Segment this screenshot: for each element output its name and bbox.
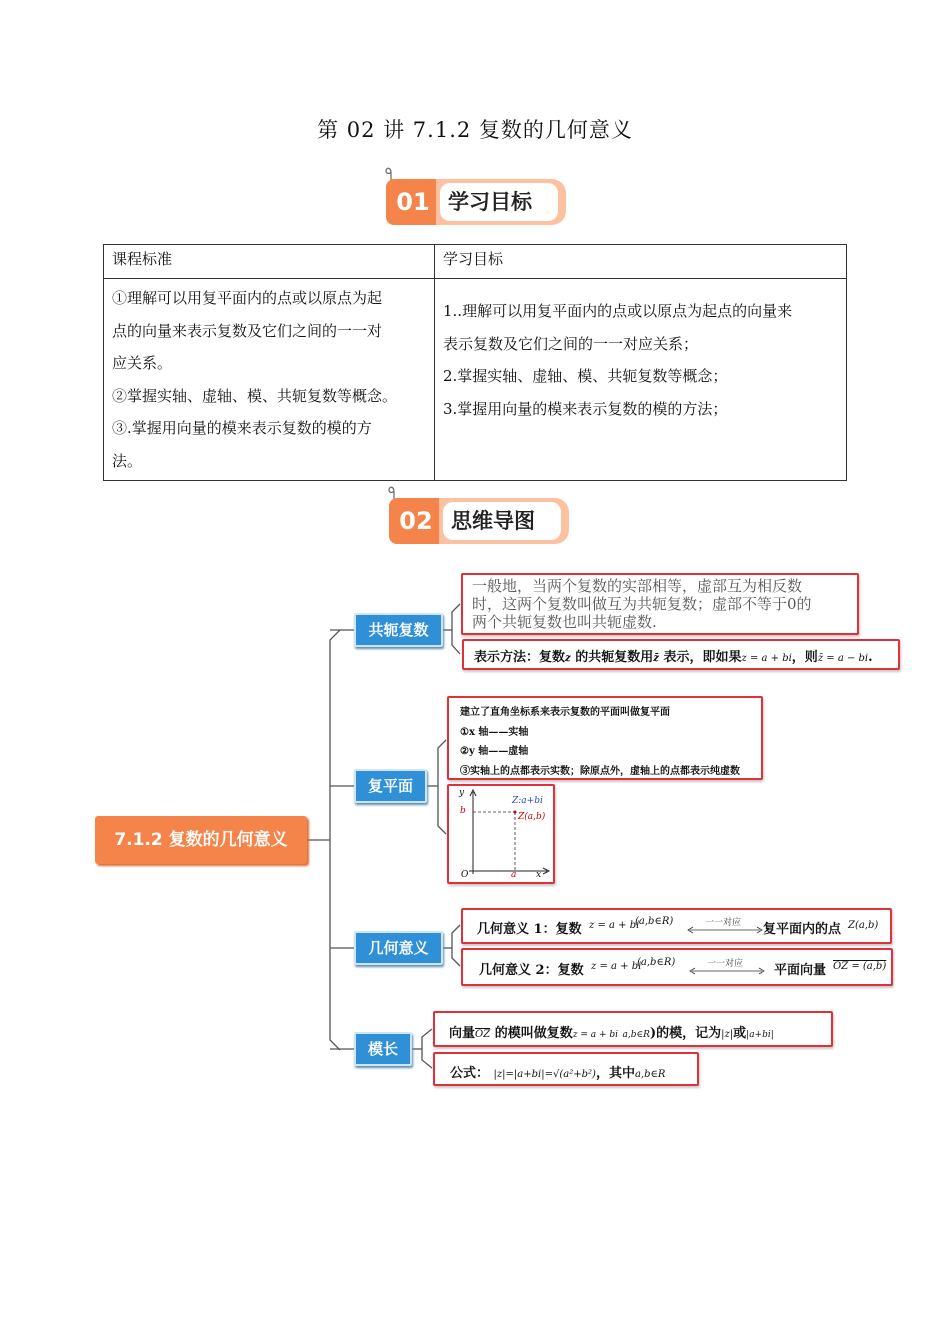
graph-point-coord: Z(a,b) bbox=[518, 812, 546, 822]
complex-plane-graph-box bbox=[447, 784, 555, 884]
meaning1-text: 几何意义 1：复数 bbox=[477, 922, 582, 937]
mindmap-root: 7.1.2 复数的几何意义 bbox=[95, 816, 307, 864]
meaning2-text: 几何意义 2：复数 bbox=[479, 963, 584, 978]
modulus-formula: z = a + bi bbox=[572, 1030, 618, 1040]
meaning2-vector: OZ = (a,b) bbox=[833, 961, 887, 972]
meaning2-text: 平面向量 bbox=[774, 963, 827, 978]
notation-text: 表示，即如果 bbox=[663, 650, 742, 665]
table-head-standard: 课程标准 bbox=[104, 245, 435, 279]
notation-text: ，则 bbox=[791, 650, 818, 665]
plane-line: ③实轴上的点都表示实数；除原点外，虚轴上的点都表示纯虚数 bbox=[460, 766, 740, 777]
standard-line: ①理解可以用复平面内的点或以原点为起 bbox=[112, 289, 383, 307]
meaning1-condition: (a,b∈R) bbox=[635, 916, 674, 927]
conjugate-definition-line: 一般地，当两个复数的实部相等，虚部互为相反数 bbox=[472, 577, 803, 595]
standard-line: ③.掌握用向量的模来表示复数的模的方 bbox=[112, 419, 372, 437]
conjugate-definition-box bbox=[461, 573, 859, 635]
modulus-text: 向量 bbox=[449, 1026, 476, 1041]
notation-text: 表示方法：复数 bbox=[474, 650, 566, 665]
branch-complex-plane: 复平面 bbox=[354, 769, 427, 803]
notation-formula: z̄ bbox=[653, 653, 659, 664]
meaning2-arrow-label: 一一对应 bbox=[707, 959, 744, 969]
formula-condition: a,b∈R bbox=[634, 1069, 666, 1080]
plane-line: ②y 轴——虚轴 bbox=[460, 746, 529, 757]
graph-point-algebraic: Z:a+bi bbox=[512, 796, 543, 806]
table-head-goal: 学习目标 bbox=[435, 245, 847, 279]
notation-formula: z = a + bi bbox=[741, 653, 792, 664]
document-title: 第 02 讲 7.1.2 复数的几何意义 bbox=[317, 118, 633, 142]
meaning1-formula: z = a + bi bbox=[589, 920, 640, 931]
conjugate-notation-box bbox=[462, 639, 900, 670]
modulus-text: 或 bbox=[733, 1026, 747, 1041]
goal-line: 1..理解可以用复平面内的点或以原点为起点的向量来 bbox=[443, 302, 793, 320]
complex-plane-definition-box bbox=[447, 696, 763, 780]
modulus-formula: |a+bi| bbox=[746, 1030, 774, 1040]
modulus-text: )的模，记为 bbox=[649, 1026, 722, 1041]
notation-text: 的共轭复数用 bbox=[575, 650, 654, 665]
graph-y-label: y bbox=[459, 788, 465, 798]
formula-text: ，其中 bbox=[595, 1066, 635, 1081]
standard-line: 应关系。 bbox=[112, 354, 173, 372]
plane-line: ①x 轴——实轴 bbox=[460, 727, 529, 738]
formula-expression: |z|=|a+bi|=√(a²+b²) bbox=[493, 1069, 596, 1080]
goal-line: 2.掌握实轴、虚轴、模、共轭复数等概念； bbox=[443, 367, 728, 385]
modulus-formula: |z| bbox=[721, 1029, 734, 1040]
goal-line: 3.掌握用向量的模来表示复数的模的方法； bbox=[443, 399, 728, 418]
conjugate-definition-line: 两个共轭复数也叫共轭虚数. bbox=[472, 613, 657, 631]
section-label: 学习目标 bbox=[440, 183, 558, 221]
standard-line: 法。 bbox=[112, 451, 143, 470]
modulus-text: 的模叫做复数 bbox=[494, 1026, 573, 1041]
branch-geometric-meaning: 几何意义 bbox=[354, 931, 443, 965]
geometric-meaning-2-box bbox=[461, 948, 893, 986]
graph-origin-label: O bbox=[461, 870, 469, 880]
plane-line: 建立了直角坐标系来表示复数的平面叫做复平面 bbox=[460, 707, 670, 718]
modulus-formula-box bbox=[433, 1052, 699, 1086]
branch-modulus: 模长 bbox=[354, 1032, 412, 1066]
meaning1-text: 复平面内的点 bbox=[763, 922, 842, 937]
notation-text: . bbox=[868, 650, 873, 665]
geometric-meaning-1-box bbox=[461, 908, 892, 944]
graph-x-label: x bbox=[536, 870, 542, 880]
bidirectional-arrow-icon bbox=[687, 926, 763, 934]
section-number: 01 bbox=[386, 179, 440, 225]
conjugate-definition-line: 时，这两个复数叫做互为共轭复数；虚部不等于0的 bbox=[472, 595, 812, 613]
modulus-definition-box bbox=[433, 1011, 833, 1047]
bidirectional-arrow-icon bbox=[689, 967, 765, 975]
meaning2-condition: (a,b∈R) bbox=[637, 957, 676, 968]
meaning1-arrow-label: 一一对应 bbox=[705, 918, 742, 928]
branch-conjugate: 共轭复数 bbox=[354, 613, 443, 647]
standard-line: 点的向量来表示复数及它们之间的一一对 bbox=[112, 321, 383, 340]
modulus-vector: $\overline{OZ}$ bbox=[475, 1029, 491, 1040]
meaning2-formula: z = a + bi bbox=[591, 961, 642, 972]
section-number: 02 bbox=[389, 498, 443, 544]
meaning1-point: Z(a,b) bbox=[848, 920, 879, 931]
graph-a-label: a bbox=[511, 870, 517, 880]
notation-formula: z̄ = a − bi bbox=[817, 653, 869, 664]
standard-line: ②掌握实轴、虚轴、模、共轭复数等概念。 bbox=[112, 386, 398, 405]
modulus-condition: a,b∈R bbox=[622, 1030, 650, 1040]
notation-formula: z bbox=[565, 653, 571, 664]
goal-line: 表示复数及它们之间的一一对应关系； bbox=[443, 334, 699, 353]
section-label: 思维导图 bbox=[443, 502, 561, 540]
graph-b-label: b bbox=[460, 806, 466, 816]
formula-text: 公式： bbox=[450, 1066, 490, 1081]
